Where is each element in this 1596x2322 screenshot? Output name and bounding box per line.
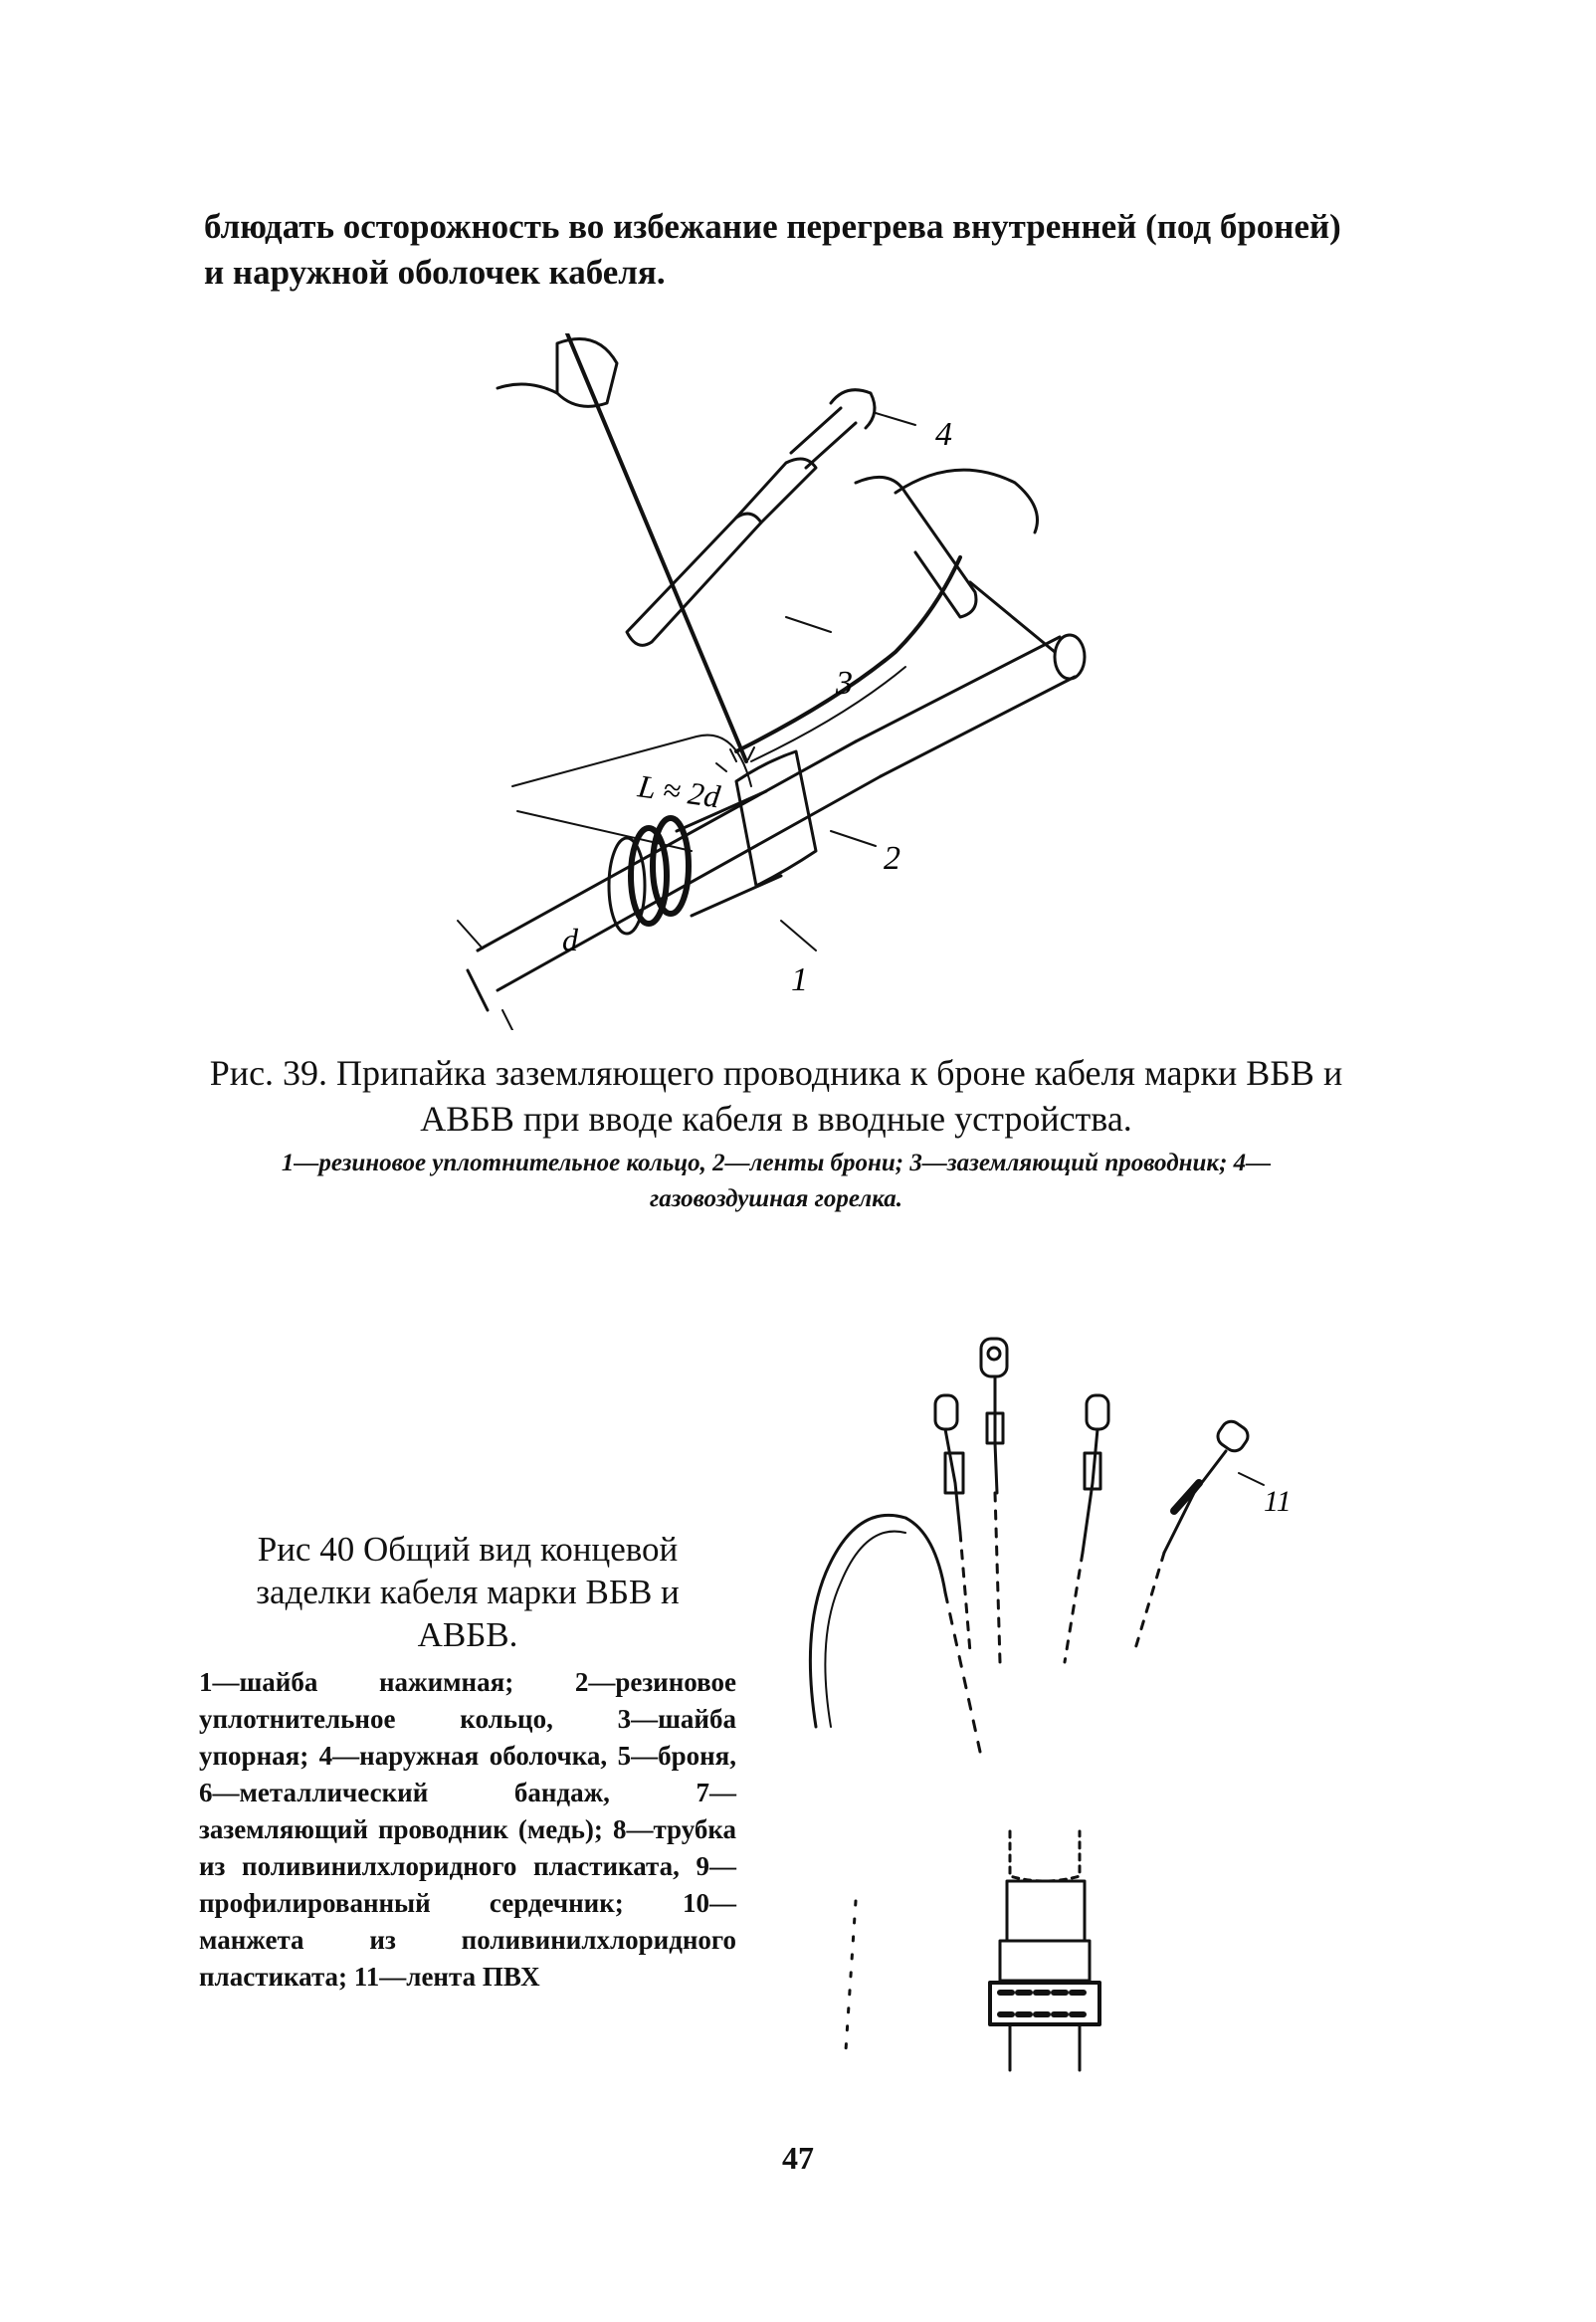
- diameter-label: d: [562, 922, 578, 957]
- torch-body: [627, 514, 761, 645]
- figure-40-title: Рис 40 Общий вид концевой заделки кабеля марки ВБВ и АВБВ.: [256, 1530, 680, 1654]
- callout-3: 3: [836, 665, 853, 702]
- callout-11: 11: [1264, 1485, 1292, 1518]
- length-label: L ≈ 2d: [636, 767, 723, 815]
- ground-conductor: [736, 557, 960, 751]
- figure-39-caption: [204, 1050, 1348, 1217]
- callout-1: 1: [791, 961, 808, 998]
- figure-39-title: Рис. 39. Припайка заземляющего проводника к броне кабеля марки ВБВ и АВБВ при вводе кабеля в вводные устройства.: [209, 1053, 1343, 1139]
- figure-40-legend: 1—шайба нажимная; 2—резиновое уплотнительное кольцо, 3—шайба упорная; 4—наружная оболочка, 5—броня, 6—металлический бандаж, 7—заземляющий проводник (медь); 8—трубка из поливинилхлоридного пластиката, 9—профилированный сердечник; 10—манжета из поливинилхлоридного пластиката; 11—лента ПВХ: [199, 1667, 736, 1992]
- figure-40-illustration: [796, 1334, 1313, 2090]
- intro-paragraph: блюдать осторожность во избежание перегрева внутренней (под броней) и наружной оболочек кабеля.: [204, 207, 1341, 292]
- figure-39-illustration: [438, 333, 1154, 1030]
- ground-wire: [810, 1515, 945, 1727]
- lug-2: [935, 1395, 957, 1429]
- figure-40-caption: [199, 1528, 736, 1996]
- lug-1: [981, 1339, 1007, 1376]
- page-number: 47: [782, 2140, 814, 2176]
- lug-4: [1214, 1417, 1252, 1454]
- callout-2: 2: [884, 840, 900, 877]
- callout-4: 4: [935, 416, 952, 453]
- figure-39-legend: 1—резиновое уплотнительное кольцо, 2—ленты брони; 3—заземляющий проводник; 4—газовоздушная горелка.: [281, 1150, 1272, 1212]
- armor-band: [990, 1983, 1099, 2024]
- sheath: [1007, 1881, 1085, 1941]
- lug-3: [1087, 1395, 1108, 1429]
